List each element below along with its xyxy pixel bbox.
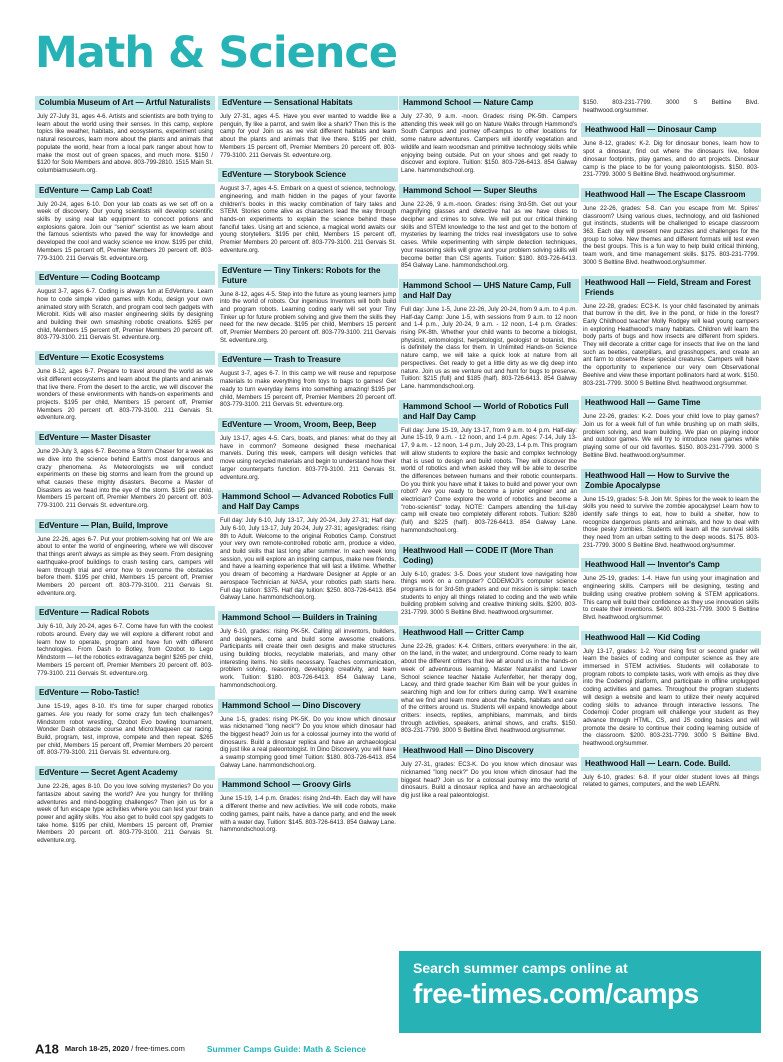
camp-listing [399,400,579,535]
camp-listing [35,606,215,677]
listing-body: June 8-12, ages 6-7. Prepare to travel around the world as we visit different ecosystems and learn about the plants and animals that live there. From the desert to the arctic, we will discover the wonders of these environments with hands-on experiments and projects. $195 per child, Members 15 percent off, Premier Members 20 percent off. 803-779-3100. 211 Gervais St. edventure.org. [37,368,213,422]
listing-heading: EdVenture — Camp Lab Coat! [35,184,215,198]
camp-listing [218,168,398,254]
listing-heading: Heathwood Hall — Dinosaur Camp [581,123,761,137]
listing-body: July 27-31, ages 4-5. Have you ever wanted to waddle like a penguin, fly like a parrot, and swim like a shark? Then this is the camp for you! Join us as we visit different habitats and learn about the plants and animals that live there. $195 per child, Members 15 percent off, Premier Members 20 percent off. 803-779-3100. 211 Gervais St. edventure.org. [220,113,396,159]
camp-listing [218,264,398,345]
camp-listing [399,279,579,391]
camp-listing [581,188,761,267]
camp-listing [581,396,761,459]
listing-body: June 22-26, 9 a.m.-noon. Grades: rising 3rd-5th. Get out your magnifying glasses and detective hat as we have clues to decipher and crimes to solve. We will put our critical thinking skills and STEM knowledge to the test and get to the bottom of mysteries by learning the tricks real investigators use to solve cases. While experimenting with simple detection techniques, your reasoning skills will grow and your problem solving skills will become better than CSI agents. Tuition: $180. 803-726-6413. 854 Galway Lane. hammondschool.org. [401,200,577,270]
camp-listing [399,626,579,735]
listing-body: July 6-10, July 20-24, ages 6-7. Come have fun with the coolest robots around. Every day we will explore a different robot and learn how to operate, program and have fun with different technologies. From Dash to Botley, from Ozobot to Lego Mindstorm — let the robotics extravaganza begin! $265 per child, Members 15 percent off, Premier Members 20 percent off. 803-779-3100. 211 Gervais St. edventure.org. [37,623,213,677]
listing-body: June 22-26, ages 8-10. Do you love solving mysteries? Do you fantasize about saving the world? Are you hungry for thrilling adventures and mind-boggling challenges? Then join us for a week of fun escape type activities where you can test your brain power and agility skills. You also get to build cool spy gadgets to take home. $195 per child, Members 15 percent off, Premier Members 20 percent off. 803-779-3100. 211 Gervais St. edventure.org. [37,783,213,845]
listing-heading: Hammond School — Super Sleuths [399,184,579,198]
listing-body: June 8-12, grades: K-2. Dig for dinosaur bones, learn how to spot a dinosaur, find out where the dinosaurs live, follow dinosaur footprints, play games, and do art projects. Dinosaur camp is the place to be for young paleontologists. $150. 803-231-7799. 3000 S Beltline Blvd. heathwood.org/summer. [583,140,759,179]
listing-body: July 6-10, grades: 3-5. Does your student love navigating how things work on a computer? CODEMOJI's computer science programs is for 3rd-5th graders and our mission is simple: teach students to enjoy all things related to coding and the web while building problem solving and creative thinking skills. $200. 803-231-7799. 3000 S Beltline Blvd. heathwood.org/summer. [401,570,577,617]
listing-heading: Hammond School — World of Robotics Full and Half Day Camp [399,400,579,424]
camp-listing [218,611,398,690]
listing-body: June 15-19, ages 8-10. It's time for super charged robotics games. Are you ready for some crazy fun tech challenges? Mindstorm robot wrestling, Ozobot Evo bowling tournament, Wonder Dash obstacle course and Micro:Maqueen car racing. Build, program, test, improve, compete and then repeat. $265 per child, Members 15 percent off, Premier Members 20 percent off. 803-779-3100. 211 Gervais St. edventure.org. [37,703,213,757]
camp-listing [218,96,398,159]
camp-listing [218,418,398,481]
listing-body: June 22-26, grades: K-4. Critters, critters everywhere: in the air, on the land, in the water, and underground. Come ready to learn about the different critters that live all around us in the hands-on week of adventurous learning. Master Naturalist and Lower School science teacher Natalie Aufenfelter, her therapy dog, Lacey, and third grade teacher Kim Bain will be your guides in searching high and low for critters during camp. We'll examine what we find and learn more about the habits, habitats and care of the critters around us. Students will expand knowledge about critters: insects, reptiles, amphibians, mammals, and birds through activities, speakers, animal shows, and crafts. $150. 803-231-7799. 3000 S Beltline Blvd. heathwood.org/summer. [401,642,577,735]
listing-heading: Heathwood Hall — Dino Discovery [399,744,579,758]
listing-body: June 15-19, 1-4 p.m. Grades: rising 2nd-4th. Each day will have a different theme and new activities. We will code robots, make coding games, paint nails, have a dance party, and end the week with a water day. Tuition: $145. 803-726-6413. 854 Galway Lane. hammondschool.org. [220,795,396,834]
listing-body: June 8-12, ages 4-5. Step into the future as young learners jump into the world of robots. Our ingenious Inventors will both build and program robots. Learning coding early will set your Tiny Tinker up for future problem solving and give them the skills they need for the new decade. $195 per child, Members 15 percent off, Premier Members 20 percent off. 803-779-3100. 211 Gervais St. edventure.org. [220,290,396,344]
listing-body: Full day: June 15-19, July 13-17, from 9 a.m. to 4 p.m. Half-day: June 15-19, 9 a.m. - 12 noon, and 1-4 p.m. Ages: 7-14, July 13-17, 9 a.m. - 12 noon, 1-4 p.m., July 20-23, 1-4 p.m. This program will allow students to explore the basic and complex technology that is used to design and build robots. They will discover the world of robotics and when asked they will be able to describe the differences between humans and their robotic counterparts. Do you think you have what it takes to build and power your own robot? Are you ready to become a junior engineer and an electrician? Come explore the world of robotics and become a "robo-scientist" today. NOTE: Campers attending the full-day camp will create two completely different robots. Tuition: $280 (full) and $225 (half). 803-726-6413. 854 Galway Lane. hammondschool.org. [401,426,577,534]
page-title: Math & Science [35,28,398,78]
listing-heading: Hammond School — Dino Discovery [218,699,398,713]
camp-listing [218,490,398,602]
listing-body: June 22-26, ages 6-7. Put your problem-solving hat on! We are about to enter the world of engineering, where we will discover that things aren't always as simple as they seem. From designing earthquake-proof buildings to crash testing cars, campers will learn through trial and error how to overcome the obstacles before them. $195 per child, Members 15 percent off, Premier Members 20 percent off. 803-779-3100. 211 Gervais St. edventure.org. [37,535,213,597]
camp-listing [581,469,761,550]
camp-listing [218,778,398,834]
page-number: A18 [35,1041,59,1057]
listing-heading: Heathwood Hall — CODE IT (More Than Coding) [399,544,579,568]
listing-body: June 15-19, grades: 5-8. Join Mr. Spires for the week to learn the skills you need to survive the zombie apocalypse! Learn how to identify safe things to eat, how to build a shelter, how to recognize dangerous plants and animals, and how to deal with those pesky zombies. Students will learn all the survival skills they need from an urban setting to the deep woods. $175. 803-231-7799. 3000 S Beltline Blvd. heathwood.org/summer. [583,495,759,549]
listing-column [218,96,398,843]
listing-body: June 29-July 3, ages 6-7. Become a Storm Chaser for a week as we dive into the science behind Earth's most dangerous and crazy phenomena. As Meteorologists we will conduct experiments on these big storms and learn from the ground up what causes these mighty disasters. Become a Master of Disasters as we head into the eye of the storm. $195 per child, Members 15 percent off, Premier Members 20 percent off. 803-779-3100. 211 Gervais St. edventure.org. [37,448,213,510]
listing-body: $150. 803-231-7799. 3000 S Beltline Blvd. heathwood.org/summer. [583,99,759,114]
listing-body: August 3-7, ages 6-7. Coding is always fun at EdVenture. Learn how to code simple video games with Kodu, design your own animated story with Scratch, and program cool tech gadgets with Microbit. Kids will also master engineering skills by designing and building their own smashing robotic creations. $265 per child, Members 15 percent off, Premier Members 20 percent off. 803-779-3100. 211 Gervais St. edventure.org. [37,288,213,342]
camp-listing [35,271,215,342]
listing-heading: Hammond School — UHS Nature Camp, Full and Half Day [399,279,579,303]
listing-body: Full day: June 1-5, June 22-26, July 20-24, from 9 a.m. to 4 p.m. Half-day Camp: June 1-5, with sessions from 9 a.m. to 12 noon and 1-4 p.m., July 20-24, 9 a.m. - 12 noon, 1-4 p.m. Grades: rising PK-8th. Whether your child wants to become a biologist, physicist, entomologist, herpetologist, geologist or botanist, this is definitely the class for them. In Unlimited Hands-on Science nature camp, we will take a quick look at nature from all perspectives. Get ready to get a little dirty as we dig deep into nature. Join us as we venture out and hunt for bugs to preserve. Tuition: $215 (full) and $185 (half). 803-726-6413. 854 Galway Lane. hammondschool.org. [401,305,577,390]
listing-body: June 22-28, grades: EC3-K. Is your child fascinated by animals that burrow in the dirt, live in the pond, or hide in the forest? Early Childhood teacher Molly Rodgey will lead young campers in exploring Heathwood's many habitats. Children will learn the body parts of bugs and how insects are different from spiders. They will decorate a critter cage for insects that live on the land such as beetles, caterpillars, and grasshoppers, and create an ant farm to observe these special creatures. Campers will have the opportunity to experience our very own Observational Beehive and view these important pollinators hard at work. $150. 803-231-7799. 3000 S Beltline Blvd. heathwood.org/summer. [583,302,759,387]
search-camps-banner[interactable] [399,951,761,1033]
listing-body: Full day: July 6-10, July 13-17, July 20-24, July 27-31; Half day: July 6-10, July 13-17, July 20-24, July 27-31; ages/grades: rising 8th to Adult. Welcome to the original Robotics Camp. Construct your very own remote-controlled robotic arm, produce a video, and build skills that last long after summer. In each week long session, you will explore an inspiring campus, make new friends, and have a learning experience that will last a lifetime. Whether you dream of becoming a Hardware Designer at Apple or an aerospace Technician at NASA, your robotics path starts here. Full day tuition: $375. Half day tuition: $250. 803-726-6413. 854 Galway Lane. hammondschool.org. [220,517,396,602]
listing-body: June 25-19, grades: 1-4. Have fun using your imagination and engineering skills. Campers will be designing, testing and building using creative problem solving & STEM applications. This camp will build their confidence as they use innovation skills to create their inventions. $400. 803-231-7799. 3000 S Beltline Blvd. heathwood.org/summer. [583,575,759,621]
listing-heading: Heathwood Hall — Kid Coding [581,631,761,645]
camp-listing [218,353,398,409]
listing-body: July 27-30, 9 a.m. -noon. Grades: rising PK-5th. Campers attending this week will go on Nature Walks through Hammond's South Campus and journey off-campus to other locations for some nature adventures. Campers will identify vegetation and wildlife and learn woodsman and primitive technology skills while enjoying being outside. Put on your shoes and get ready to discover and explore. Tuition: $150. 803-726-6413. 854 Galway Lane. hammondschool.org. [401,113,577,174]
listing-heading: Heathwood Hall — Game Time [581,396,761,410]
listing-heading: EdVenture — Storybook Science [218,168,398,182]
listing-body: July 13-17, grades: 1-2. Your rising first or second grader will learn the basics of coding and computer science as they are immersed in STEM activities. Students will collaborate to program robots to complete tasks, work with emojis as they dive into the Codemoji platform, and participate in offline unplugged coding activities and games. Throughout the program students will design a website and learn to utilize their newly acquired coding skills to advance through interactive lessons. The Codemoji Coder program will challenge your student as they advance through HTML, CS, and JS coding basics and will promote the desire to continue their coding learning outside of the classroom. $200. 803-231-7799. 3000 S Beltline Blvd. heathwood.org/summer. [583,647,759,748]
camp-listing [218,699,398,770]
camp-listing [399,96,579,175]
camp-listing [35,351,215,422]
listing-heading: EdVenture — Trash to Treasure [218,353,398,367]
listing-body: July 27-July 31, ages 4-6. Artists and scientists are both trying to learn about the world using their senses. In this camp, explore topics like weather, habitats, and ecosystems, experiment using natural resources, learn more about the plants and animals that populate the world, hear from a local park ranger about how to make the most out of green spaces, and much more. $150 / $120 for Solo Members and above. 803-799-2810. 1515 Main St. columbiamuseum.org. [37,113,213,174]
page-footer [35,1040,755,1056]
listing-heading: Heathwood Hall — Field, Stream and Forest Friends [581,276,761,300]
listing-heading: Columbia Museum of Art — Artful Naturalists [35,96,215,110]
camp-listing [581,276,761,388]
listing-body: July 6-10, grades: 6-8. If your older student loves all things related to games, computers, and the web LEARN. [583,773,759,789]
camp-listing [399,544,579,617]
listing-body: July 27-31, grades: EC3-K. Do you know which dinosaur was nicknamed "long neck?" Do you know which dinosaur had the biggest head? Join us for a colossal journey into the world of dinosaurs. Build a dinosaur replica and have an archaeological dig just like a real paleontologist. [401,761,577,799]
listing-heading: EdVenture — Secret Agent Academy [35,766,215,780]
listing-body: July 20-24, ages 6-10. Don your lab coats as we set off on a week of discovery. Our young scientists will develop scientific skills by using real lab equipment to concoct potions and explosions galore. Join our "senior" scientist as we learn about the famous scientists who paved the way for knowledge and developed the cool and wacky science we know. $195 per child, Members 15 percent off, Premier Members 20 percent off. 803-779-3100. 211 Gervais St. edventure.org. [37,200,213,262]
camp-listing [399,744,579,800]
listing-heading: EdVenture — Coding Bootcamp [35,271,215,285]
listing-heading: EdVenture — Master Disaster [35,431,215,445]
listing-heading: Heathwood Hall — Inventor's Camp [581,558,761,572]
listing-heading: Hammond School — Advanced Robotics Full and Half Day Camps [218,490,398,514]
listing-heading: Hammond School — Nature Camp [399,96,579,110]
camp-listing [581,558,761,621]
listing-heading: EdVenture — Radical Robots [35,606,215,620]
listing-body: June 22-26, grades: K-2. Does your child love to play games? Join us for a week full of fun while brushing up on math skills, problem solving, and team building. We plan on playing indoor and outdoor games. We will try to introduce new games while playing some of our old favorites. $150. 803-231-7799. 3000 S Beltline Blvd. heathwood.org/summer. [583,413,759,459]
listing-heading: Heathwood Hall — Critter Camp [399,626,579,640]
listing-heading: EdVenture — Robo-Tastic! [35,686,215,700]
camp-listing [581,96,761,114]
camp-listing [399,184,579,270]
camp-listing [581,123,761,179]
listing-heading: Hammond School — Groovy Girls [218,778,398,792]
issue-date: March 18-25, 2020 [64,1044,130,1054]
listing-body: June 1-5, grades: rising PK-5K. Do you know which dinosaur was nicknamed "long neck"? Do you know which dinosaur had the biggest head? Join us for a colossal journey into the world of dinosaurs. Build a dinosaur replica and have an archaeological dig just like a real paleontologist. In Dino Discovery, you will have a swamp stomping good time! Tuition: $180. 803-726-6413. 854 Galway Lane. hammondschool.org. [220,715,396,769]
listing-column [399,96,579,809]
site-name: / free-times.com [131,1044,185,1054]
listing-heading: Heathwood Hall — The Escape Classroom [581,188,761,202]
listing-column [35,96,215,854]
camp-listing [35,96,215,175]
camp-listing [35,431,215,510]
camp-listing [35,184,215,263]
camp-listing [35,519,215,598]
listing-body: June 22-26, grades: 5-8. Can you escape from Mr. Spires' classroom? Using various clues, technology, and old fashioned gut instincts, students will be challenged to escape classroom 363. Each day will present new puzzles and challenges for the group to solve. New themes and different formats will test even the best groups. This is a fun way to help build critical thinking, team work, and time management skills. $175. 803-231-7799. 3000 S Beltline Blvd. heathwood.org/summer. [583,204,759,266]
camp-listing [35,766,215,845]
camp-listing [581,757,761,789]
listing-body: July 6-10, grades: rising PK-5K. Calling all inventors, builders, and designers, come and build some awesome creations. Participants will create their own designs and make structures using building blocks, recyclable materials, and many other interesting items. No skills necessary. Teaches communication, problem solving, reasoning, developing creativity, and team work. Tuition: $180. 803-726-6413. 854 Galway Lane, hammondschool.org. [220,627,396,689]
listing-body: August 3-7, ages 6-7. In this camp we will reuse and repurpose materials to make everything from toys to bags to games! Get ready to turn everyday items into something amazing! $195 per child, Members 15 percent off, Premier Members 20 percent off. 803-779-3100. 211 Gervais St. edventure.org. [220,370,396,409]
listing-heading: EdVenture — Exotic Ecosystems [35,351,215,365]
listing-heading: EdVenture — Tiny Tinkers: Robots for the Future [218,264,398,288]
camp-listing [581,631,761,748]
listing-column [581,96,761,798]
camp-listing [35,686,215,757]
listing-heading: Heathwood Hall — How to Survive the Zombie Apocalypse [581,469,761,493]
banner-url-link[interactable]: free-times.com/camps [413,978,699,1009]
listing-heading: Hammond School — Builders in Training [218,611,398,625]
listing-heading: EdVenture — Sensational Habitats [218,96,398,110]
banner-text: Search summer camps online at [413,960,628,976]
listing-heading: Heathwood Hall — Learn. Code. Build. [581,757,761,771]
section-name: Summer Camps Guide: Math & Science [206,1043,367,1054]
listing-heading: EdVenture — Plan, Build, Improve [35,519,215,533]
listing-body: July 13-17, ages 4-5. Cars, boats, and planes: what do they all have in common? Someone designed these mechanical marvels. During this week, campers will design vehicles that move using recycled materials and begin to understand how their larger counterparts function. 803-779-3100. 211 Gervais St. edventure.org. [220,434,396,481]
listing-body: August 3-7, ages 4-5. Embark on a quest of science, technology, engineering, and math hidden in the pages of your favorite children's books in this wacky combination of fairy tales and STEM. Stories come alive as characters lead the way through hands-on experiments to explain the science behind these fanciful tales. Using art and science, a magical world awaits our young storytellers. $195 per child, Members 15 percent off, Premier Members 20 percent off. 803-779-3100. 211 Gervais St. edventure.org. [220,185,396,254]
listing-heading: EdVenture — Vroom, Vroom, Beep, Beep [218,418,398,432]
